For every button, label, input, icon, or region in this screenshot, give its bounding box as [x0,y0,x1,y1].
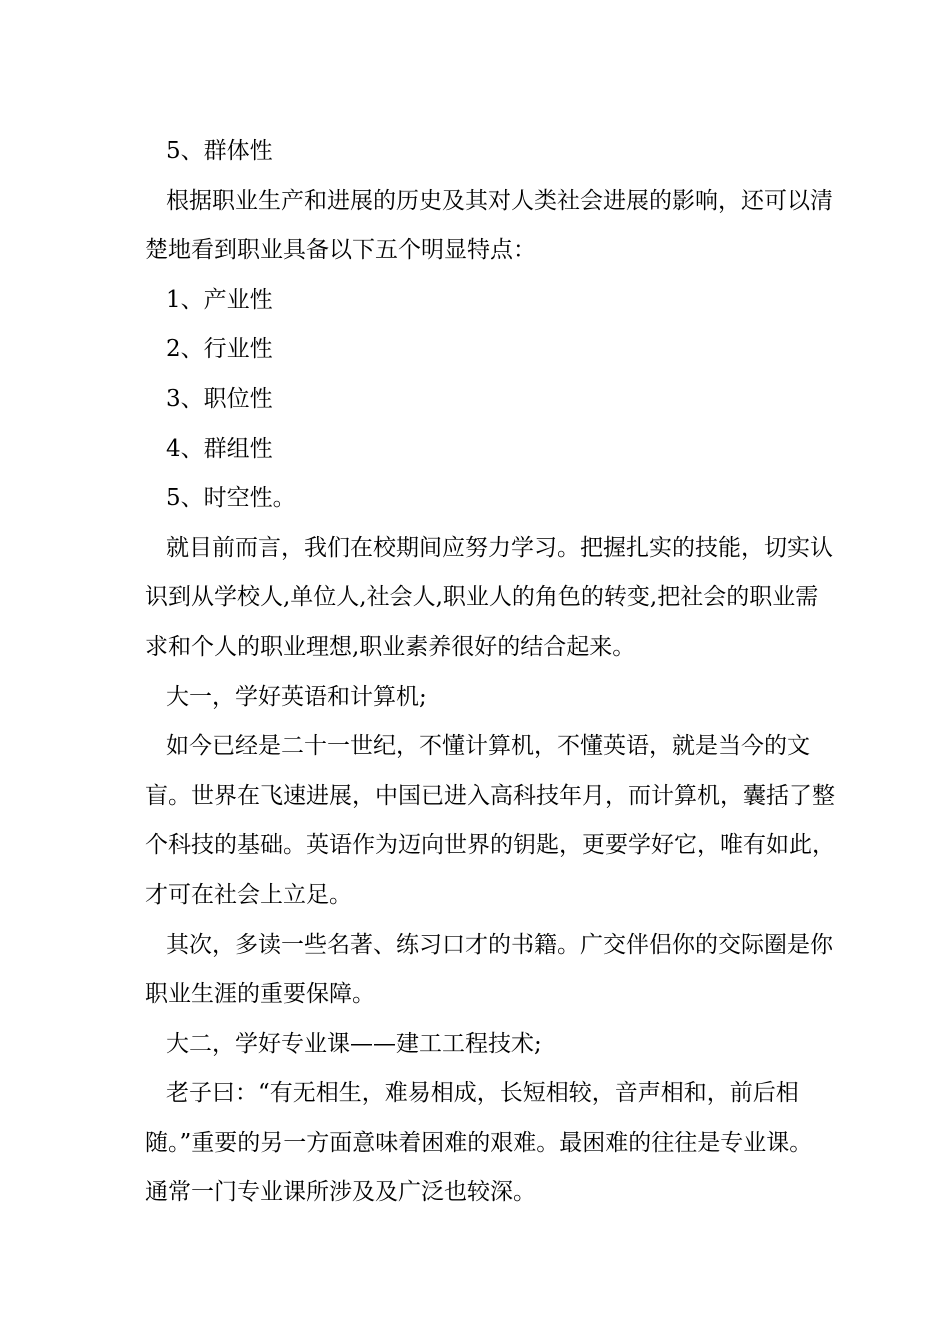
paragraph-item-1-industry: 1、产业性 [166,286,273,313]
paragraph-laozi-quote: 老子曰：“有无相生，难易相成，长短相较，音声相和，前后相随。”重要的另一方面意味着困难的艰难。最困难的往往是专业课。通常一门专业课所涉及及广泛也较深。 [145,1080,813,1206]
paragraph-item-5-spacetime: 5、时空性。 [166,485,296,512]
paragraph-item-4-grouping: 4、群组性 [166,435,273,462]
paragraph-current-study: 就目前而言，我们在校期间应努力学习。把握扎实的技能，切实认识到从学校人,单位人,社会人,职业人的角色的转变,把社会的职业需求和个人的职业理想,职业素养很好的结合起来。 [145,534,833,660]
paragraph-item-3-position: 3、职位性 [166,385,273,412]
paragraph-computer-english: 如今已经是二十一世纪，不懂计算机，不懂英语，就是当今的文盲。世界在飞速进展，中国已进入高科技年月，而计算机，囊括了整个科技的基础。英语作为迈向世界的钥匙，更要学好它，唯有如此，才可在社会上立足。 [145,733,835,908]
paragraph-item-5-group: 5、群体性 [166,138,273,164]
paragraph-sophomore-heading: 大二，学好专业课——建工工程技术; [166,1030,542,1057]
paragraph-reading-social: 其次，多读一些名著、练习口才的书籍。广交伴侣你的交际圈是你职业生涯的重要保障。 [145,931,833,1008]
paragraph-freshman-heading: 大一，学好英语和计算机; [166,683,427,710]
document-body [145,127,835,1218]
paragraph-item-2-trade: 2、行业性 [166,336,273,363]
paragraph-intro-characteristics: 根据职业生产和进展的历史及其对人类社会进展的影响，还可以清楚地看到职业具备以下五个明显特点： [145,187,833,264]
